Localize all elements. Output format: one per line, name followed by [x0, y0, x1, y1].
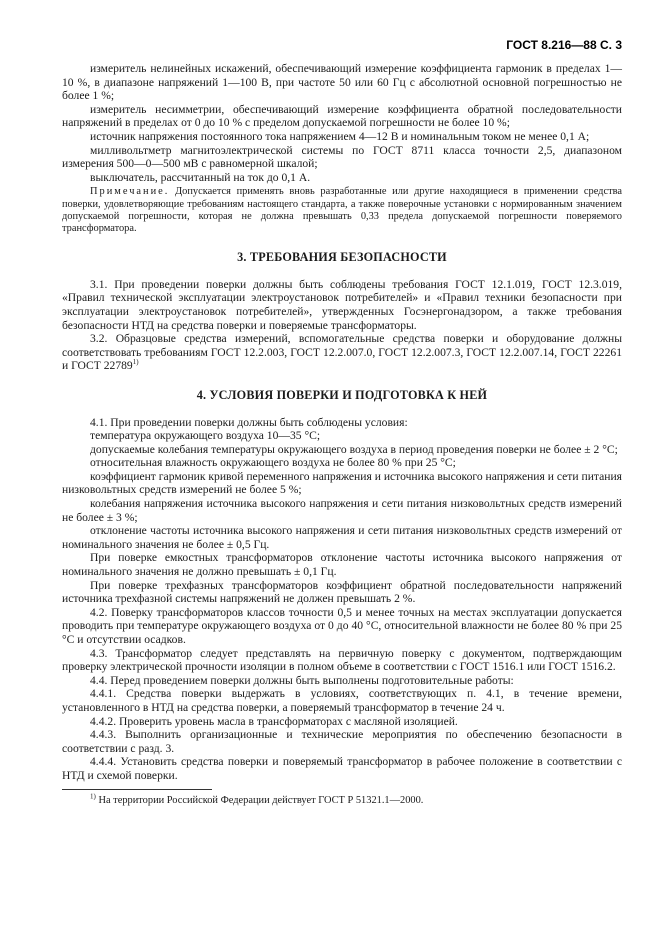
section-4-paragraph: 4.2. Поверку трансформаторов классов точности 0,5 и менее точных на местах эксплуатации допускается проводить при температуре окружающего воздуха от 0 до 40 °С, относительной влажности не более 80 % при 25 °С и отсутствии осадков.	[62, 605, 622, 646]
section-4-paragraph: 4.1. При проведении поверки должны быть соблюдены условия:	[90, 415, 408, 429]
footnote-reference: 1)	[132, 358, 139, 367]
note-paragraph	[62, 186, 622, 235]
running-header: ГОСТ 8.216—88 С. 3	[506, 38, 622, 52]
intro-paragraph: источник напряжения постоянного тока напряжением 4—12 В и номинальным током не менее 0,1 А;	[90, 129, 590, 143]
document-body	[62, 62, 622, 807]
section-4-paragraph: температура окружающего воздуха 10—35 °С;	[90, 429, 321, 443]
footnote	[62, 792, 622, 807]
footnote-text: На территории Российской Федерации действует ГОСТ Р 51321.1—2000.	[98, 794, 424, 806]
section-4-paragraph: При поверке трехфазных трансформаторов коэффициент обратной последовательности напряжений источника трехфазной системы напряжений не должен превышать 2 %.	[62, 578, 622, 606]
intro-paragraph: измеритель нелинейных искажений, обеспечивающий измерение коэффициента гармоник в пределах 1—10 %, в диапазоне напряжений 1—100 В, при частоте 50 или 60 Гц с абсолютной основной погрешностью не более 1 %;	[62, 62, 622, 103]
footnote-marker: 1)	[90, 792, 96, 801]
section-3-heading: 3. ТРЕБОВАНИЯ БЕЗОПАСНОСТИ	[237, 250, 447, 265]
section-4-paragraph: допускаемые колебания температуры окружающего воздуха в период проведения поверки не более ± 2 °С;	[90, 442, 618, 456]
note-text: Допускается применять вновь разработанные или другие находящиеся в применении средства поверки, удовлетворяющие требованиям настоящего стандарта, а также поверочные установки с нормированным значением допускаемой погрешности, которая не должна превышать 0,33 предела допускаемой погрешности поверяемого трансформатора.	[62, 186, 622, 234]
section-4-paragraph: 4.4.2. Проверить уровень масла в трансформаторах с масляной изоляцией.	[90, 714, 458, 728]
section-4-paragraph: относительная влажность окружающего воздуха не более 80 % при 25 °С;	[90, 456, 456, 470]
section-4-paragraph: При поверке емкостных трансформаторов отклонение частоты источника высокого напряжения от номинального значения не должно превышать ± 0,1 Гц.	[62, 551, 622, 579]
note-label: Примечание.	[90, 186, 170, 198]
section-4-paragraph: коэффициент гармоник кривой переменного напряжения и источника высокого напряжения и сети питания низковольтных средств измерений не более 5 %;	[62, 469, 622, 497]
section-4-paragraph: колебания напряжения источника высокого напряжения и сети питания низковольтных средств измерений не более ± 3 %;	[62, 497, 622, 524]
section-4-paragraph: 4.4.4. Установить средства поверки и поверяемый трансформатор в рабочее положение в соответствии с НТД и схемой поверки.	[62, 755, 622, 782]
intro-paragraph: измеритель несимметрии, обеспечивающий измерение коэффициента обратной последовательности напряжений в пределах от 0 до 10 % с пределом допускаемой погрешности не более 10 %;	[62, 102, 622, 130]
section-4-paragraph: отклонение частоты источника высокого напряжения и сети питания низковольтных средств измерений от номинального значения не более ± 0,5 Гц.	[62, 524, 622, 551]
section-4-heading: 4. УСЛОВИЯ ПОВЕРКИ И ПОДГОТОВКА К НЕЙ	[196, 387, 488, 402]
section-4-paragraph: 4.4. Перед проведением поверки должны быть выполнены подготовительные работы:	[90, 673, 514, 687]
section-3-paragraph	[62, 332, 622, 373]
intro-paragraph: милливольтметр магнитоэлектрической системы по ГОСТ 8711 класса точности 2,5, диапазоном измерения 500—0—500 мВ с равномерной шкалой;	[62, 143, 622, 171]
footnote-divider	[62, 789, 212, 790]
section-4-paragraph: 4.4.1. Средства поверки выдержать в условиях, соответствующих п. 4.1, в течение времени, установленного в НТД на средства поверки, а поверяемый трансформатор в течение 24 ч.	[62, 687, 622, 714]
section-4-paragraph: 4.4.3. Выполнить организационные и технические мероприятия по обеспечению безопасности в соответствии с разд. 3.	[62, 728, 622, 755]
section-3-paragraph: 3.1. При проведении поверки должны быть соблюдены требования ГОСТ 12.1.019, ГОСТ 12.3.019, «Правил технической эксплуатации электроустановок потребителей» и «Правил техники безопасности при эксплуатации электроустановок потребителей», утвержденных Госэнергонадзором, а также требования безопасности НТД на средства поверки и поверяемые трансформаторы.	[62, 277, 622, 332]
section-4-paragraph: 4.3. Трансформатор следует представлять на первичную поверку с документом, подтверждающим проверку электрической прочности изоляции в полном объеме в соответствии с ГОСТ 1516.1 или ГОСТ 1516.2.	[62, 646, 622, 674]
intro-paragraph: выключатель, рассчитанный на ток до 0,1 А.	[90, 170, 311, 184]
section-3-2-text: 3.2. Образцовые средства измерений, вспомогательные средства поверки и оборудование должны соответствовать требованиям ГОСТ 12.2.003, ГОСТ 12.2.007.0, ГОСТ 12.2.007.3, ГОСТ 12.2.007.14, ГОСТ 22261 и ГОСТ 22789	[62, 332, 622, 373]
